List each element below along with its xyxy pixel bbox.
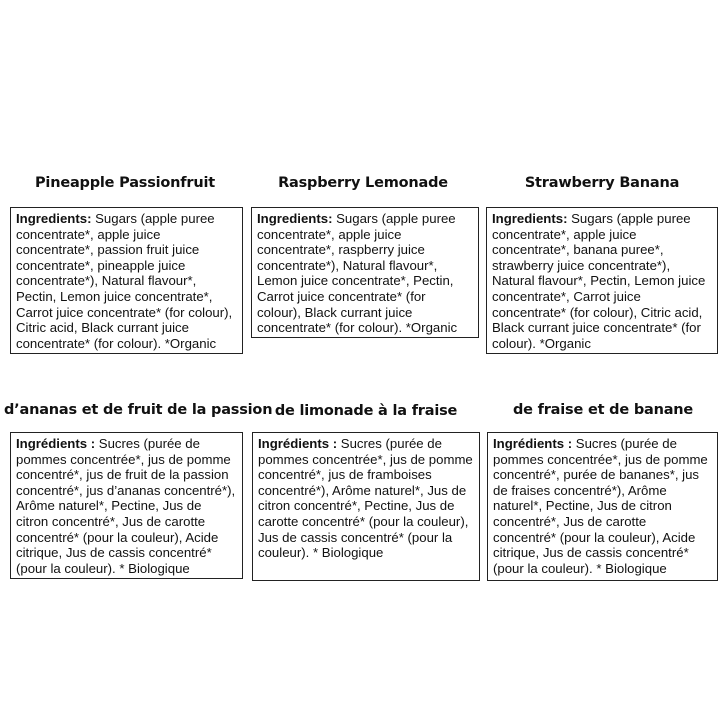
- title-strawberry-banana: Strawberry Banana: [524, 175, 680, 191]
- ingredients-box-ananas-fruit-passion: [10, 432, 243, 579]
- title-limonade-fraise: de limonade à la fraise: [274, 403, 458, 419]
- ingredients-box-fraise-banane: [487, 432, 718, 581]
- ingredients-text: Sucres (purée de pommes concentrée*, jus de pomme concentré*, jus de fruit de la passion concentré*, jus d’ananas concentré*), Arôme naturel*, Pectine, Jus de citron concentré*, Jus de carotte concentré* (pour la couleur), Acide citrique, Jus de cassis concentré* (pour la couleur). * Biologique: [16, 436, 236, 576]
- ingredients-text: Sugars (apple puree concentrate*, apple juice concentrate*, passion fruit juice concentrate*, pineapple juice concentrate*), Natural flavour*, Pectin, Lemon juice concentrate*, Carrot juice concentrate* (for colour), Citric acid, Black currant juice concentrate* (for colour). *Organic: [16, 211, 233, 351]
- ingredients-text: Sucres (purée de pommes concentrée*, jus de pomme concentré*, purée de bananes*, jus de fraises concentré*), Arôme naturel*, Pectine, Jus de citron concentré*, Jus de carotte concentré* (pour la couleur), Acide citrique, Jus de cassis concentré* (pour la couleur). * Biologique: [493, 436, 708, 576]
- ingredients-box-limonade-fraise: [252, 432, 480, 581]
- title-raspberry-lemonade: Raspberry Lemonade: [278, 175, 448, 191]
- ingredients-box-strawberry-banana: [486, 207, 718, 354]
- ingredients-text: Sucres (purée de pommes concentrée*, jus de pomme concentré*, jus de framboises concentré*), Arôme naturel*, Jus de citron concentré*, Pectine, Jus de carotte concentré* (pour la couleur), Jus de cassis concentré* (pour la couleur). * Biologique: [258, 436, 473, 561]
- ingredients-text: Sugars (apple puree concentrate*, apple juice concentrate*, raspberry juice concentrate*), Natural flavour*, Lemon juice concentrate*, Pectin, Carrot juice concentrate* (for colour), Black currant juice concentrate* (for colour). *Organic: [257, 211, 458, 336]
- ingredients-label: Ingredients:: [257, 211, 333, 226]
- ingredients-label: Ingrédients :: [493, 436, 573, 451]
- ingredients-box-pineapple-passionfruit: [10, 207, 243, 354]
- title-pineapple-passionfruit: Pineapple Passionfruit: [35, 175, 215, 191]
- ingredients-text: Sugars (apple puree concentrate*, apple juice concentrate*, banana puree*, strawberry juice concentrate*), Natural flavour*, Pectin, Lemon juice concentrate*, Carrot juice concentrate* (for colour), Citric acid, Black currant juice concentrate* (for colour). *Organic: [492, 211, 706, 351]
- ingredients-box-raspberry-lemonade: [251, 207, 479, 338]
- ingredients-label: Ingrédients :: [258, 436, 338, 451]
- ingredients-label: Ingredients:: [16, 211, 92, 226]
- title-ananas-fruit-passion: d’ananas et de fruit de la passion: [4, 402, 273, 418]
- ingredients-label: Ingredients:: [492, 211, 568, 226]
- title-fraise-banane: de fraise et de banane: [512, 402, 694, 418]
- ingredients-label: Ingrédients :: [16, 436, 96, 451]
